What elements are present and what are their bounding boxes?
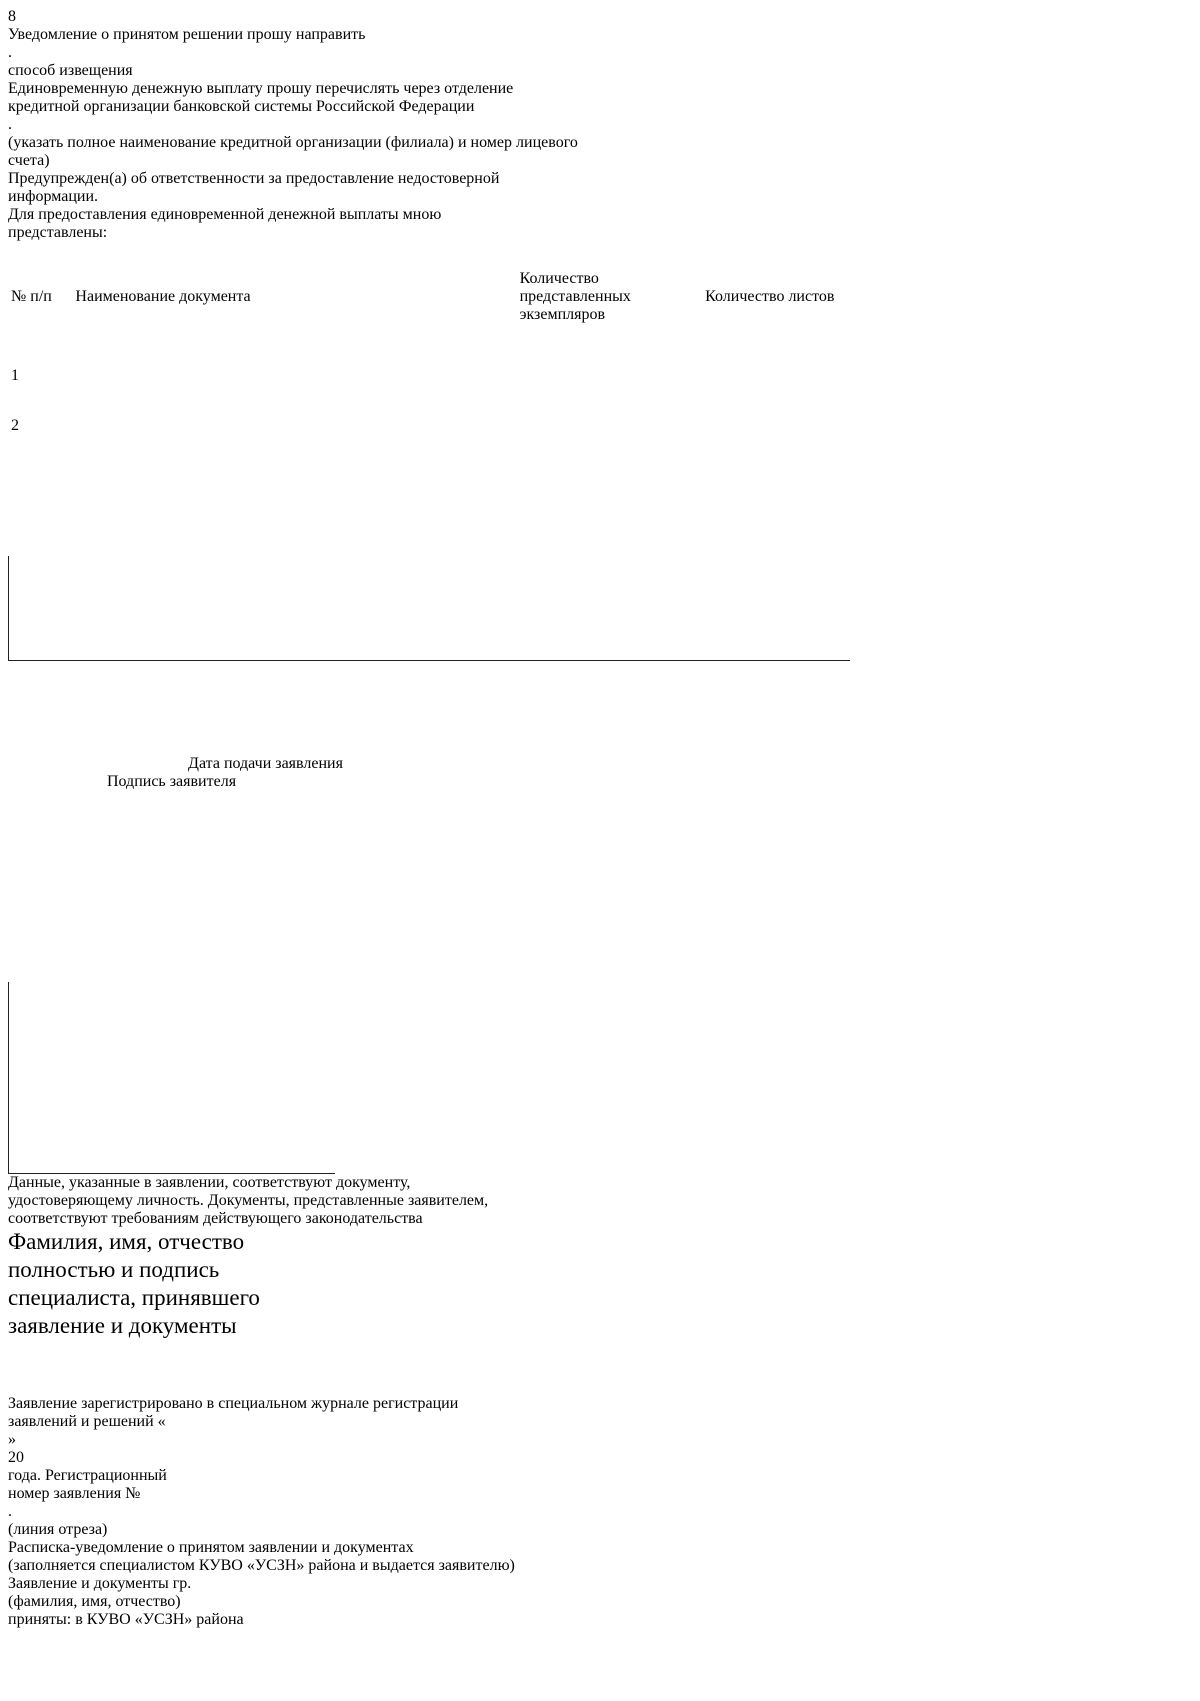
verify-left-text: Данные, указанные в заявлении, соответствуют документу, удостоверяющему личность. Документы, представленные заявителем, соответствуют требованиям действующего законодательства: [8, 1174, 489, 1227]
word: кредитной: [8, 98, 80, 115]
word: выплаты: [339, 206, 399, 223]
word: КУВО: [86, 1611, 131, 1628]
row-num: 1: [11, 367, 19, 384]
word: Предупрежден(а): [8, 170, 127, 187]
presented-line2: представлены:: [8, 224, 108, 241]
payment-line2: [8, 98, 838, 116]
row-sheets-cell[interactable]: [704, 352, 848, 400]
word: ответственности: [151, 170, 265, 187]
registration-text-d: года. Регистрационный: [8, 1467, 167, 1484]
word: системы: [254, 98, 312, 115]
word: журнале: [311, 1395, 369, 1412]
word: Федерации: [398, 98, 475, 115]
word: зарегистрировано: [81, 1395, 203, 1412]
signature-field[interactable]: [8, 708, 335, 755]
word: предоставления: [38, 206, 147, 223]
word: предоставление: [285, 170, 394, 187]
period: .: [8, 44, 12, 61]
verify-table: [8, 791, 851, 982]
word: регистрации: [372, 1395, 459, 1412]
registration-text-b: »: [8, 1431, 16, 1448]
notification-caption: способ извещения: [8, 62, 133, 79]
table-row: [10, 402, 848, 450]
row-name-cell[interactable]: [74, 402, 516, 450]
word: в: [75, 1611, 83, 1628]
divider: [8, 556, 9, 660]
word: района: [196, 1611, 244, 1628]
row-sheets-cell[interactable]: [704, 402, 848, 450]
word: организации: [83, 98, 170, 115]
word: банковской: [173, 98, 251, 115]
row-name-cell[interactable]: [74, 352, 516, 400]
date-label: Дата подачи заявления: [188, 755, 343, 772]
word: в: [206, 1395, 215, 1412]
warning-line1: [8, 170, 780, 188]
registration-text-c: 20: [8, 1449, 24, 1466]
bank-caption: (указать полное наименование кредитной организации (филиала) и номер лицевого: [8, 134, 578, 151]
table-row: [10, 352, 848, 400]
registration-line3: номер заявления №: [8, 1485, 141, 1502]
word: недостоверной: [397, 170, 500, 187]
word: специальном: [218, 1395, 308, 1412]
documents-table: [8, 242, 850, 452]
word: мною: [402, 206, 442, 223]
payment-line1: Единовременную денежную выплату прошу перечислять через отделение: [8, 80, 514, 97]
row-num: 2: [11, 417, 19, 434]
header-copies: Количество представленных экземпляров: [519, 270, 631, 323]
divider: [8, 982, 9, 1173]
date-field[interactable]: [8, 661, 523, 708]
fio-caption: (фамилия, имя, отчество): [8, 1593, 181, 1610]
receipt-title: Расписка-уведомление о принятом заявлении и документах: [8, 1539, 414, 1556]
word: приняты:: [8, 1611, 72, 1628]
word: единовременной: [150, 206, 265, 223]
receipt-subtitle: (заполняется специалистом КУВО «УСЗН» района и выдается заявителю): [8, 1557, 515, 1574]
specialist-signature-field[interactable]: [8, 1340, 335, 1395]
period: .: [8, 116, 12, 133]
word: Российской: [315, 98, 395, 115]
word: денежной: [268, 206, 336, 223]
page-number: 8: [8, 8, 16, 25]
row-copies-cell[interactable]: [519, 402, 703, 450]
period: .: [8, 1503, 12, 1520]
presented-line1: [8, 206, 780, 224]
accepted-line: [8, 1611, 840, 1629]
receipt-docs-of: Заявление и документы гр.: [8, 1575, 192, 1592]
bank-caption-2: счета): [8, 152, 50, 169]
verify-right-text: Фамилия, имя, отчество полностью и подпись специалиста, принявшего заявление и документы: [8, 1229, 260, 1338]
word: Для: [8, 206, 35, 223]
header-num: № п/п: [11, 288, 52, 305]
row-copies-cell[interactable]: [519, 352, 703, 400]
sign-table: [8, 452, 850, 556]
signature-label: Подпись заявителя: [106, 773, 237, 790]
warning-line2: информации.: [8, 188, 99, 205]
word: за: [268, 170, 282, 187]
word: об: [130, 170, 148, 187]
registration-line1: [8, 1395, 787, 1413]
word: «УСЗН»: [134, 1611, 193, 1628]
cut-line-label: (линия отреза): [8, 1521, 108, 1538]
word: Заявление: [8, 1395, 78, 1412]
header-sheets: Количество листов: [705, 288, 835, 305]
notification-text: Уведомление о принятом решении прошу направить: [8, 26, 366, 43]
header-name: Наименование документа: [75, 288, 251, 305]
registration-text-a: заявлений и решений «: [8, 1413, 166, 1430]
